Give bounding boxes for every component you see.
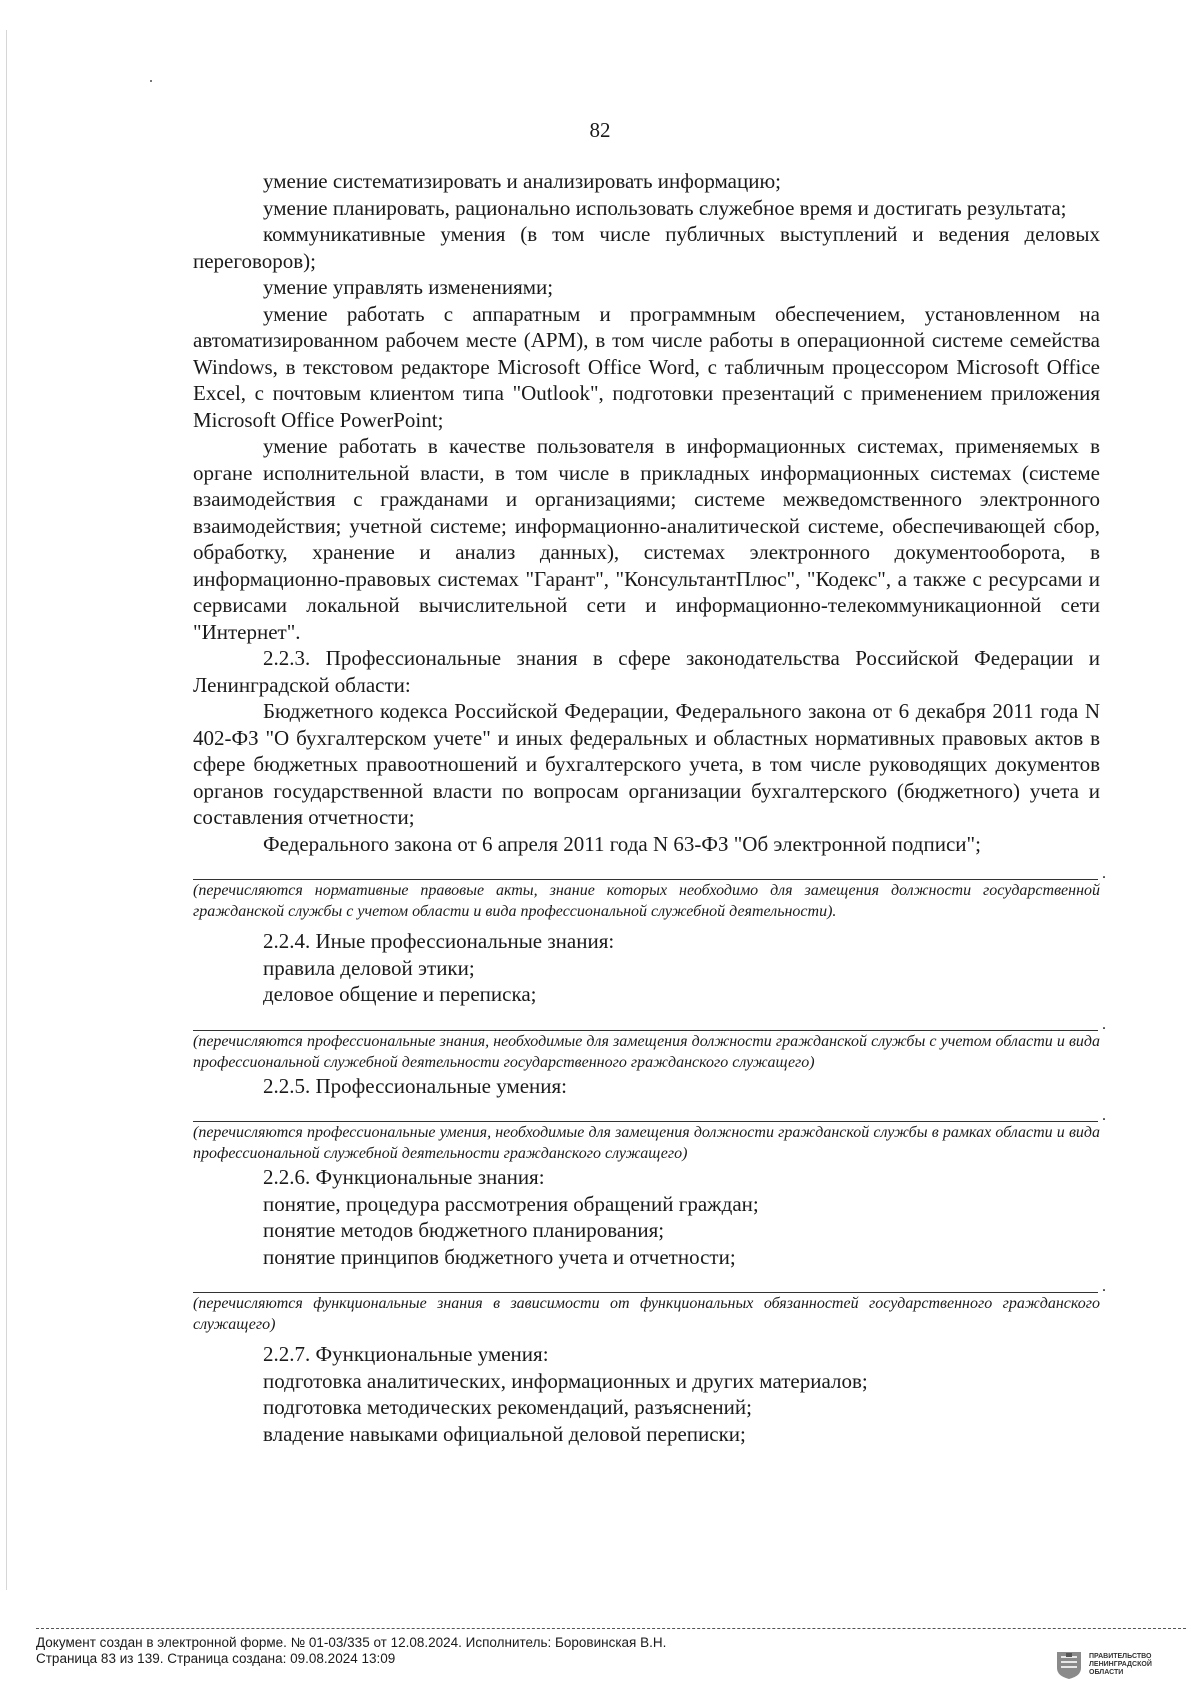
paragraph-e-signature-law: Федерального закона от 6 апреля 2011 года N 63-ФЗ "Об электронной подписи"; xyxy=(263,831,981,856)
list-item: понятие, процедура рассмотрения обращений граждан; xyxy=(263,1191,759,1216)
government-logo xyxy=(1055,1645,1175,1685)
paragraph-skill-plan: умение планировать, рационально использовать служебное время и достигать результата; xyxy=(263,195,1067,220)
coat-of-arms-icon xyxy=(1055,1650,1083,1680)
section-heading-2-2-6: 2.2.6. Функциональные знания: xyxy=(263,1165,545,1189)
section-heading-2-2-4: 2.2.4. Иные профессиональные знания: xyxy=(263,929,615,953)
footer-divider xyxy=(36,1628,1186,1629)
logo-line: ЛЕНИНГРАДСКОЙ xyxy=(1089,1661,1152,1668)
footnote-professional-skills: (перечисляются профессиональные умения, необходимые для замещения должности гражданской службы в рамках области и вида профессиональной служебной деятельности гражданского служащего) xyxy=(193,1124,1100,1162)
fill-in-line xyxy=(193,1292,1098,1293)
footnote-functional-knowledge: (перечисляются функциональные знания в зависимости от функциональных обязанностей государственного гражданского служащего) xyxy=(193,1295,1100,1333)
logo-line: ПРАВИТЕЛЬСТВО xyxy=(1089,1653,1152,1660)
list-item: владение навыками официальной деловой переписки; xyxy=(263,1421,746,1446)
document-footer xyxy=(36,1628,1186,1667)
logo-caption xyxy=(1089,1653,1152,1677)
section-heading-2-2-7: 2.2.7. Функциональные умения: xyxy=(263,1342,549,1366)
list-item: подготовка методических рекомендаций, разъяснений; xyxy=(263,1395,752,1419)
list-item: понятие принципов бюджетного учета и отчетности; xyxy=(263,1244,736,1269)
section-heading-2-2-3: 2.2.3. Профессиональные знания в сфере законодательства Российской Федерации и Ленинградской области: xyxy=(193,646,1100,697)
paragraph-skill-communicate: коммуникативные умения (в том числе публичных выступлений и ведения деловых переговоров); xyxy=(193,222,1100,273)
paragraph-skill-software: умение работать с аппаратным и программным обеспечением, установленном на автоматизированном рабочем месте (АРМ), в том числе работы в операционной системе семейства Windows, в текстовом редакторе Microsoft Office Word, с табличным процессором Microsoft Office Excel, с почтовым клиентом типа "Outlook", подготовки презентаций с применением приложения Microsoft Office PowerPoint; xyxy=(193,301,1100,432)
paragraph-budget-code: Бюджетного кодекса Российской Федерации, Федерального закона от 6 декабря 2011 года N 402-ФЗ "О бухгалтерском учете" и иных федеральных и областных нормативных правовых актов в сфере бюджетных правоотношений и бухгалтерского учета, в том числе руководящих документов органов государственной власти по вопросам организации бухгалтерского (бюджетного) учета и составления отчетности; xyxy=(193,699,1100,829)
footer-text xyxy=(36,1635,1186,1667)
section-heading-2-2-5: 2.2.5. Профессиональные умения: xyxy=(263,1073,568,1098)
paragraph-skill-change: умение управлять изменениями; xyxy=(263,275,554,299)
page-number: 82 xyxy=(589,118,611,142)
list-item: правила деловой этики; xyxy=(263,955,475,980)
scan-speck xyxy=(150,80,152,82)
list-item: подготовка аналитических, информационных и других материалов; xyxy=(263,1368,868,1393)
footnote-legal-acts: (перечисляются нормативные правовые акты, знание которых необходимо для замещения должности государственной гражданской службы с учетом области и вида профессиональной служебной деятельности). xyxy=(193,882,1100,920)
fill-in-line xyxy=(193,879,1098,880)
fill-in-line xyxy=(193,1121,1098,1122)
footer-line-document: Документ создан в электронной форме. № 01-03/335 от 12.08.2024. Исполнитель: Боровинская В.Н. xyxy=(36,1635,667,1650)
document-body xyxy=(193,168,1100,1447)
footer-line-page: Страница 83 из 139. Страница создана: 09.08.2024 13:09 xyxy=(36,1651,396,1666)
fill-in-line xyxy=(193,1030,1098,1031)
paragraph-skill-systematize: умение систематизировать и анализировать информацию; xyxy=(263,169,782,193)
list-item: деловое общение и переписка; xyxy=(263,982,537,1006)
logo-line: ОБЛАСТИ xyxy=(1089,1669,1124,1676)
paragraph-skill-infosystems: умение работать в качестве пользователя в информационных системах, применяемых в органе исполнительной власти, в том числе в прикладных информационных системах (системе взаимодействия с гражданами и организациями; системе межведомственного электронного взаимодействия; учетной системе; информационно-аналитической системе, обеспечивающей сбор, обработку, хранение и анализ данных), системах электронного документооборота, в информационно-правовых системах "Гарант", "КонсультантПлюс", "Кодекс", а также с ресурсами и сервисами локальной вычислительной сети и информационно-телекоммуникационной сети "Интернет". xyxy=(193,434,1100,644)
scan-edge-line xyxy=(6,30,7,1590)
list-item: понятие методов бюджетного планирования; xyxy=(263,1218,665,1242)
footnote-professional-knowledge: (перечисляются профессиональные знания, необходимые для замещения должности гражданской службы с учетом области и вида профессиональной служебной деятельности государственного гражданского служащего) xyxy=(193,1032,1100,1071)
